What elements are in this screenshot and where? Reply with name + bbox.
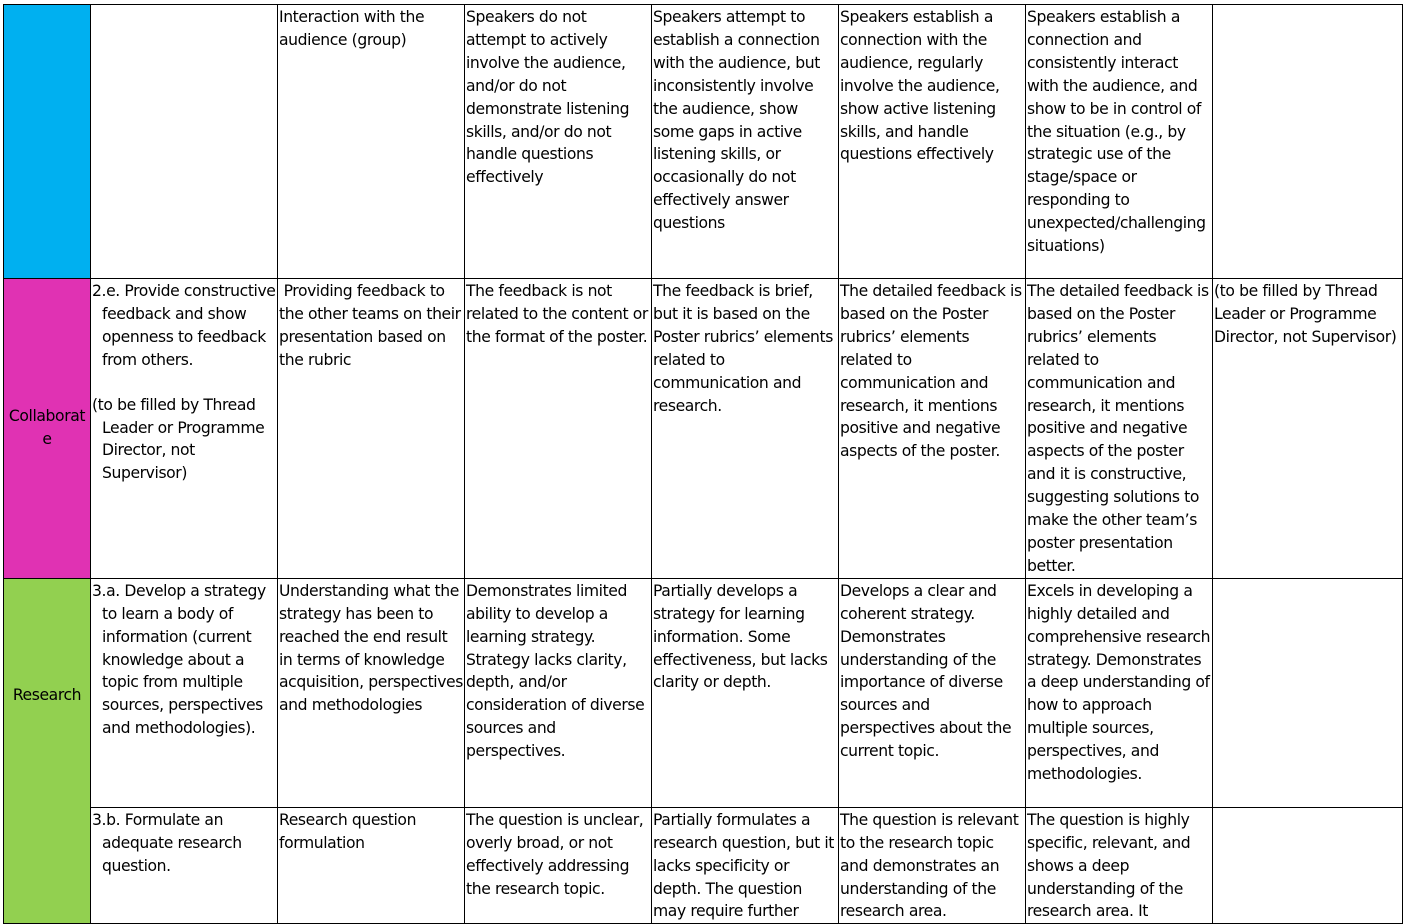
level1-text: Speakers do not attempt to actively involve the audience, and/or do not demonstrate listening skills, and/or do not handle questions effectively (466, 8, 630, 187)
level1-cell (465, 5, 652, 279)
table-row (4, 807, 1403, 924)
aspect-cell (278, 807, 465, 924)
level2-cell (652, 807, 839, 924)
level1-cell (465, 279, 652, 579)
level3-cell (839, 5, 1026, 279)
category-cell-collaborate (4, 279, 91, 579)
level3-text: Speakers establish a connection with the audience, regularly involve the audience, show active listening skills, and handle questions effectively (840, 8, 1000, 164)
criterion-text: 2.e. Provide constructive feedback and show openness to feedback from others. (92, 282, 276, 369)
aspect-text: Providing feedback to the other teams on their presentation based on the rubric (279, 282, 461, 369)
level4-cell (1026, 5, 1213, 279)
level1-text: The feedback is not related to the content or the format of the poster. (466, 282, 648, 346)
aspect-cell (278, 578, 465, 807)
criterion-cell (91, 5, 278, 279)
level3-cell (839, 807, 1026, 924)
rubric-table (3, 4, 1403, 924)
criterion-cell (91, 578, 278, 807)
level3-cell (839, 578, 1026, 807)
category-label: Collaborat e (8, 407, 86, 449)
level4-cell (1026, 279, 1213, 579)
level1-text: The question is unclear, overly broad, or not effectively addressing the research topic. (466, 810, 644, 898)
level1-cell (465, 578, 652, 807)
level1-cell (465, 807, 652, 924)
category-label: Research (12, 685, 82, 704)
level4-cell (1026, 807, 1213, 924)
level4-text: Excels in developing a highly detailed and comprehensive research strategy. Demonstrates a deep understanding of how to approach multiple sources, perspectives, and methodologies. (1027, 581, 1211, 784)
level3-text: The question is relevant to the research topic and demonstrates an understanding of the research area. (840, 810, 1019, 921)
note-cell (1213, 5, 1403, 279)
aspect-cell (278, 5, 465, 279)
level2-text: Speakers attempt to establish a connection with the audience, but inconsistently involve the audience, show some gaps in active listening skills, or occasionally do not effectively answer questions (653, 8, 820, 233)
criterion-cell (91, 807, 278, 924)
level4-text: The question is highly specific, relevant, and shows a deep understanding of the research area. It (1027, 810, 1191, 921)
table-row (4, 578, 1403, 807)
criterion-text: 3.a. Develop a strategy to learn a body of information (current knowledge about a topic from multiple sources, perspectives and methodologies). (92, 581, 266, 738)
level4-cell (1026, 578, 1213, 807)
level2-cell (652, 279, 839, 579)
level4-text: Speakers establish a connection and consistently interact with the audience, and show to be in control of the situation (e.g., by strategic use of the stage/space or responding to unexpected/challenging situations) (1027, 8, 1206, 256)
criterion-text: 3.b. Formulate an adequate research question. (92, 810, 242, 875)
level2-cell (652, 578, 839, 807)
aspect-text: Understanding what the strategy has been to reached the end result in terms of knowledge acquisition, perspectives and methodologies (279, 581, 463, 715)
level3-text: Develops a clear and coherent strategy. Demonstrates understanding of the importance of diverse sources and perspectives about the current topic. (840, 581, 1012, 761)
note-cell (1213, 578, 1403, 807)
note-cell (1213, 807, 1403, 924)
aspect-text: Research question formulation (279, 810, 417, 852)
note-text: (to be filled by Thread Leader or Programme Director, not Supervisor) (1214, 282, 1397, 346)
level3-cell (839, 279, 1026, 579)
table-row (4, 279, 1403, 579)
table-row (4, 5, 1403, 279)
level3-text: The detailed feedback is based on the Poster rubrics’ elements related to communication and research, it mentions positive and negative aspects of the poster. (840, 282, 1022, 461)
level2-cell (652, 5, 839, 279)
category-cell-research (4, 578, 91, 924)
level1-text: Demonstrates limited ability to develop a learning strategy. Strategy lacks clarity, depth, and/or consideration of diverse sources and perspectives. (466, 581, 645, 761)
aspect-text: Interaction with the audience (group) (279, 8, 425, 49)
level4-text: The detailed feedback is based on the Poster rubrics’ elements related to communication and research, it mentions positive and negative aspects of the poster and it is constructive, suggesting solutions to make the other team’s poster presentation better. (1027, 282, 1209, 575)
category-cell-communicate (4, 5, 91, 279)
aspect-cell (278, 279, 465, 579)
level2-text: Partially develops a strategy for learning information. Some effectiveness, but lacks clarity or depth. (653, 581, 828, 692)
criterion-cell (91, 279, 278, 579)
criterion-note: (to be filled by Thread Leader or Programme Director, not Supervisor) (92, 395, 265, 483)
note-cell (1213, 279, 1403, 579)
level2-text: The feedback is brief, but it is based on the Poster rubrics’ elements related to communication and research. (653, 282, 833, 415)
level2-text: Partially formulates a research question, but it lacks specificity or depth. The question may require further (653, 810, 835, 921)
